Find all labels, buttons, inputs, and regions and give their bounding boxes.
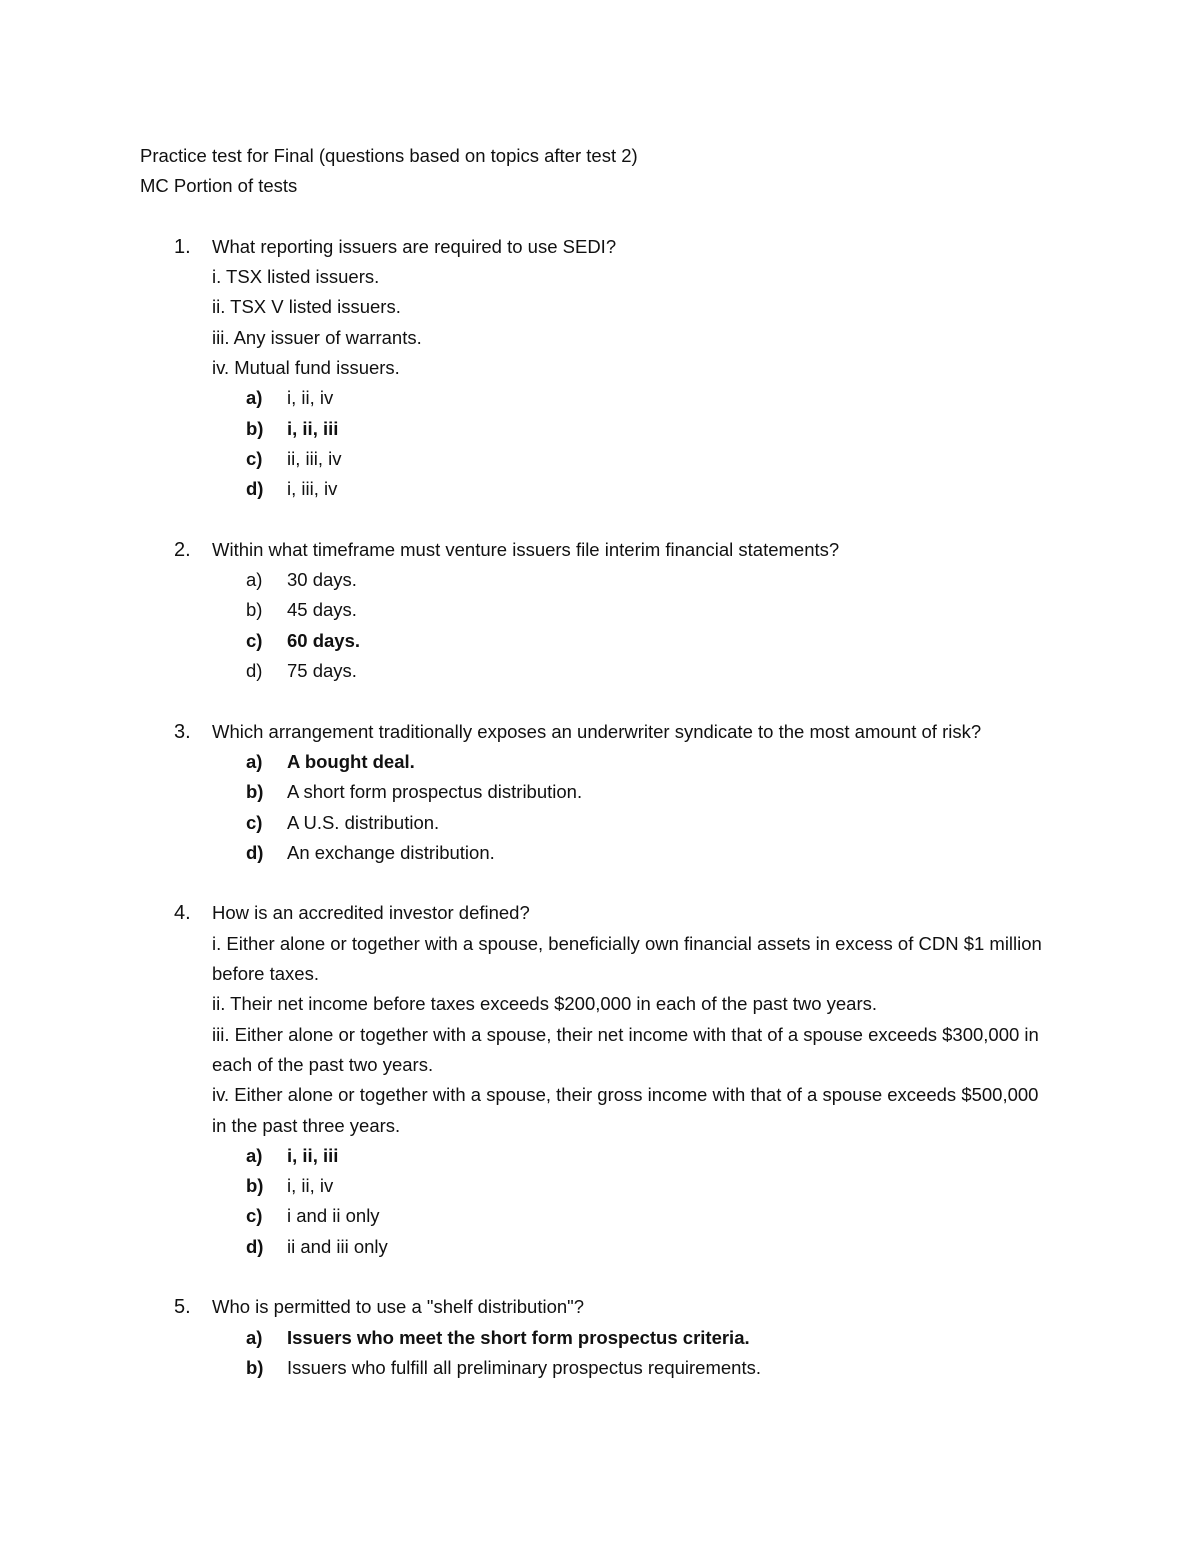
question-number: 3. xyxy=(174,720,191,743)
question-3 xyxy=(140,717,1060,868)
document-title: Practice test for Final (questions based on topics after test 2) xyxy=(140,145,638,166)
option-text: Issuers who meet the short form prospectus criteria. xyxy=(287,1326,750,1348)
question-text: Which arrangement traditionally exposes an underwriter syndicate to the most amount of risk? xyxy=(212,720,982,742)
option-letter: b) xyxy=(246,781,264,803)
document-body xyxy=(140,141,1060,1383)
option-letter: c) xyxy=(246,1205,263,1227)
question-1 xyxy=(140,232,1060,505)
option-text: An exchange distribution. xyxy=(287,841,495,863)
option-text: Issuers who fulfill all preliminary prospectus requirements. xyxy=(287,1356,761,1378)
question-number: 4. xyxy=(174,902,191,925)
answer-option xyxy=(140,595,1060,625)
question-4 xyxy=(140,898,1060,1262)
spacer xyxy=(140,686,1060,716)
option-text: i, ii, iv xyxy=(287,387,334,409)
question-statement xyxy=(140,1020,1060,1081)
answer-option xyxy=(140,838,1060,868)
option-text: 60 days. xyxy=(287,629,361,651)
answer-option xyxy=(140,383,1060,413)
option-letter: d) xyxy=(246,660,263,682)
question-statement xyxy=(140,1080,1060,1141)
option-letter: a) xyxy=(246,569,263,591)
answer-option-correct xyxy=(140,414,1060,444)
answer-option xyxy=(140,1353,1060,1383)
option-letter: b) xyxy=(246,599,263,621)
question-5-prompt xyxy=(140,1292,1060,1322)
spacer xyxy=(140,1262,1060,1292)
option-letter: a) xyxy=(246,750,263,772)
option-text: i, iii, iv xyxy=(287,478,338,500)
question-5 xyxy=(140,1292,1060,1383)
question-statement: iv. Mutual fund issuers. xyxy=(212,357,400,379)
option-text: 75 days. xyxy=(287,660,357,682)
question-2-prompt xyxy=(140,535,1060,565)
question-text: What reporting issuers are required to use SEDI? xyxy=(212,235,617,257)
question-number: 1. xyxy=(174,235,191,258)
question-text: How is an accredited investor defined? xyxy=(212,902,530,924)
option-text: i, ii, iii xyxy=(287,417,339,439)
statement-text: ii. Their net income before taxes exceeds $200,000 in each of the past two years. xyxy=(212,993,878,1015)
question-statement xyxy=(140,929,1060,990)
option-text: ii and iii only xyxy=(287,1235,388,1257)
question-statement: i. TSX listed issuers. xyxy=(212,266,380,288)
answer-option-correct xyxy=(140,1323,1060,1353)
option-text: i, ii, iv xyxy=(287,1175,334,1197)
question-number: 5. xyxy=(174,1296,191,1319)
option-text: A bought deal. xyxy=(287,750,415,772)
document-subtitle: MC Portion of tests xyxy=(140,175,298,197)
spacer xyxy=(140,505,1060,535)
answer-option-correct xyxy=(140,747,1060,777)
option-text: i, ii, iii xyxy=(287,1144,339,1166)
question-statement: iii. Any issuer of warrants. xyxy=(212,326,422,348)
question-3-prompt xyxy=(140,717,1060,747)
answer-option xyxy=(140,1171,1060,1201)
answer-option xyxy=(140,1201,1060,1231)
option-text: A U.S. distribution. xyxy=(287,811,440,833)
option-letter: d) xyxy=(246,1235,264,1257)
question-statement xyxy=(140,989,1060,1019)
option-letter: c) xyxy=(246,447,263,469)
option-letter: b) xyxy=(246,1356,264,1378)
answer-option xyxy=(140,1232,1060,1262)
spacer xyxy=(140,202,1060,232)
question-1-prompt xyxy=(140,232,1060,262)
option-text: A short form prospectus distribution. xyxy=(287,781,583,803)
statement-text: i. Either alone or together with a spouse, beneficially own financial assets in excess of CDN $1 million before taxes. xyxy=(212,932,1042,985)
question-text: Within what timeframe must venture issuers file interim financial statements? xyxy=(212,538,840,560)
question-number: 2. xyxy=(174,538,191,561)
option-letter: c) xyxy=(246,629,263,651)
option-letter: b) xyxy=(246,417,264,439)
answer-option xyxy=(140,808,1060,838)
answer-option-correct xyxy=(140,1141,1060,1171)
option-text: 30 days. xyxy=(287,569,357,591)
option-letter: b) xyxy=(246,1175,264,1197)
option-text: i and ii only xyxy=(287,1205,380,1227)
answer-option xyxy=(140,777,1060,807)
answer-option xyxy=(140,444,1060,474)
option-letter: d) xyxy=(246,841,264,863)
answer-option xyxy=(140,656,1060,686)
answer-option-correct xyxy=(140,626,1060,656)
question-2 xyxy=(140,535,1060,686)
option-text: ii, iii, iv xyxy=(287,447,342,469)
option-letter: d) xyxy=(246,478,264,500)
question-4-prompt xyxy=(140,898,1060,928)
option-letter: a) xyxy=(246,387,263,409)
option-text: 45 days. xyxy=(287,599,357,621)
option-letter: a) xyxy=(246,1144,263,1166)
option-letter: c) xyxy=(246,811,263,833)
spacer xyxy=(140,868,1060,898)
statement-text: iv. Either alone or together with a spouse, their gross income with that of a spouse exceeds $500,000 in the past three years. xyxy=(212,1084,1039,1136)
statement-text: iii. Either alone or together with a spouse, their net income with that of a spouse exceeds $300,000 in each of the past two years. xyxy=(212,1023,1039,1075)
answer-option xyxy=(140,474,1060,504)
option-letter: a) xyxy=(246,1326,263,1348)
question-statement: ii. TSX V listed issuers. xyxy=(212,296,401,318)
question-text: Who is permitted to use a "shelf distribution"? xyxy=(212,1296,585,1318)
answer-option xyxy=(140,565,1060,595)
